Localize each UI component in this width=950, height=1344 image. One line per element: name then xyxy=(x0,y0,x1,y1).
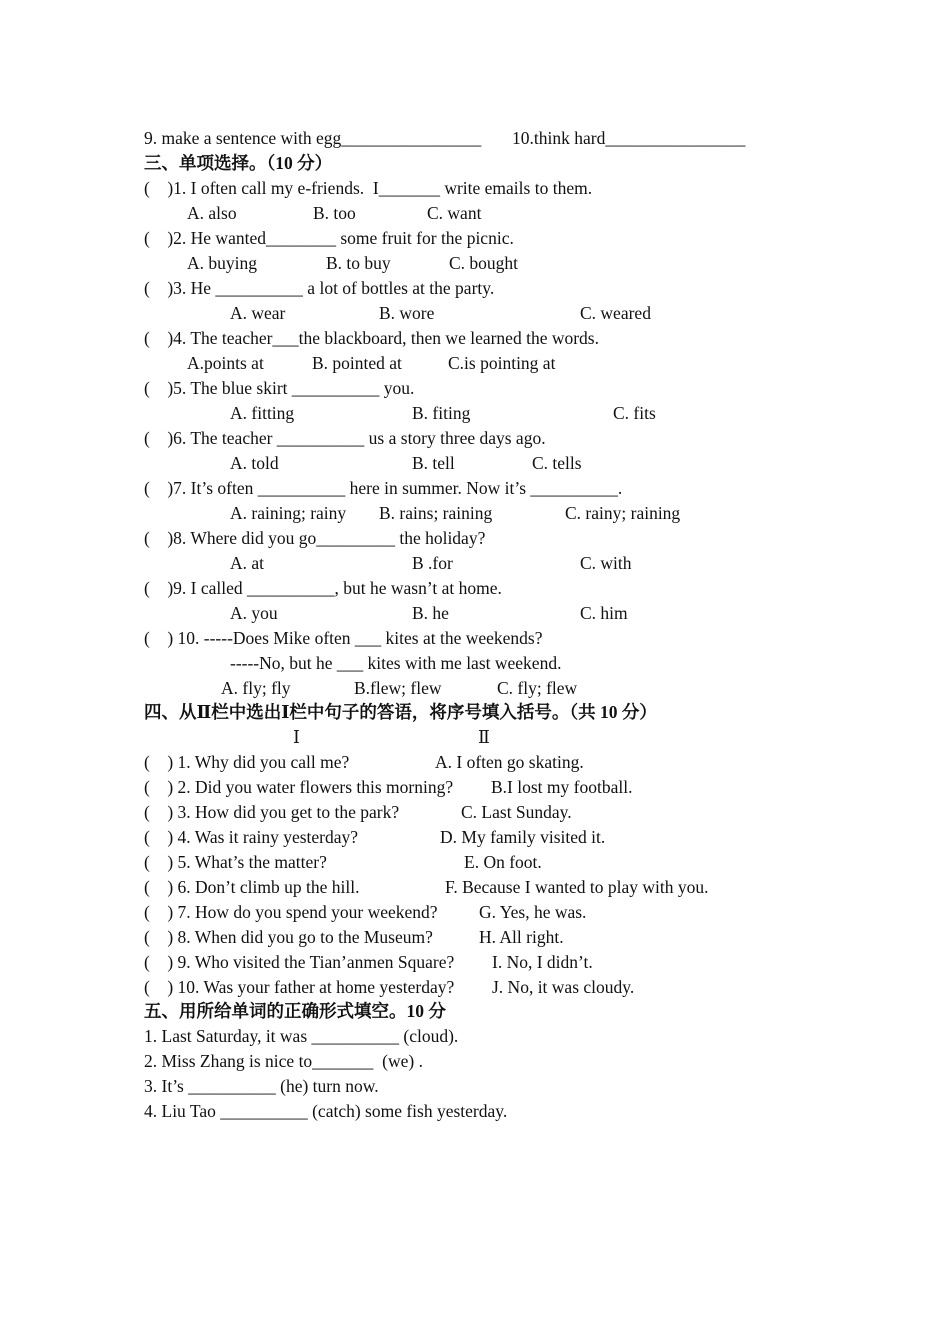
mc-q4-option-a: A.points at xyxy=(187,353,264,373)
mc-q5-option-c: C. fits xyxy=(613,403,656,423)
matching-row xyxy=(0,950,950,974)
mc-q1-option-a: A. also xyxy=(187,203,237,223)
matching-question: ( ) 6. Don’t climb up the hill. xyxy=(144,877,360,897)
fill-item-4: 4. Liu Tao __________ (catch) some fish yesterday. xyxy=(144,1101,508,1121)
mc-q8-option-b: B .for xyxy=(412,553,453,573)
vocab-item-10: 10.think hard________________ xyxy=(512,128,746,148)
mc-question-stem xyxy=(0,476,950,500)
matching-question: ( ) 10. Was your father at home yesterday? xyxy=(144,977,455,997)
column-2-label: Ⅱ xyxy=(478,727,490,747)
mc-q9-option-a: A. you xyxy=(230,603,278,623)
mc-q5-option-a: A. fitting xyxy=(230,403,295,423)
mc-q10-option-a: A. fly; fly xyxy=(221,678,291,698)
matching-row xyxy=(0,825,950,849)
mc-q3-option-a: A. wear xyxy=(230,303,286,323)
mc-question-3-stem: ( )3. He __________ a lot of bottles at the party. xyxy=(144,278,495,298)
mc-q2-option-a: A. buying xyxy=(187,253,257,273)
matching-row xyxy=(0,800,950,824)
mc-question-1-stem: ( )1. I often call my e-friends. I_______ write emails to them. xyxy=(144,178,593,198)
mc-q2-option-c: C. bought xyxy=(449,253,519,273)
matching-question: ( ) 7. How do you spend your weekend? xyxy=(144,902,438,922)
mc-question-stem-continued xyxy=(0,651,950,675)
mc-question-2-stem: ( )2. He wanted________ some fruit for the picnic. xyxy=(144,228,514,248)
matching-question: ( ) 5. What’s the matter? xyxy=(144,852,327,872)
fill-item xyxy=(0,1099,950,1123)
vocab-line xyxy=(0,126,950,150)
section-3-heading xyxy=(0,151,950,175)
section-4-heading xyxy=(0,700,950,724)
mc-q7-option-a: A. raining; rainy xyxy=(230,503,347,523)
mc-q10-option-c: C. fly; flew xyxy=(497,678,578,698)
matching-row xyxy=(0,900,950,924)
mc-question-options xyxy=(0,301,950,325)
matching-answer: B.I lost my football. xyxy=(491,777,633,797)
mc-q4-option-c: C.is pointing at xyxy=(448,353,556,373)
mc-q8-option-c: C. with xyxy=(580,553,632,573)
matching-question: ( ) 4. Was it rainy yesterday? xyxy=(144,827,359,847)
matching-question: ( ) 8. When did you go to the Museum? xyxy=(144,927,433,947)
mc-question-10-stem: ( ) 10. -----Does Mike often ___ kites at the weekends? xyxy=(144,628,543,648)
mc-question-options xyxy=(0,401,950,425)
mc-question-options xyxy=(0,451,950,475)
vocab-item-9: 9. make a sentence with egg________________ xyxy=(144,128,482,148)
matching-column-headers xyxy=(0,725,950,749)
mc-question-options xyxy=(0,251,950,275)
mc-question-options xyxy=(0,201,950,225)
mc-question-options xyxy=(0,676,950,700)
section-3-heading-text: 三、单项选择。（10 分） xyxy=(144,153,333,173)
matching-question: ( ) 1. Why did you call me? xyxy=(144,752,350,772)
column-1-label: Ⅰ xyxy=(293,727,300,747)
mc-question-8-stem: ( )8. Where did you go_________ the holiday? xyxy=(144,528,486,548)
mc-question-options xyxy=(0,351,950,375)
matching-question: ( ) 9. Who visited the Tian’anmen Square? xyxy=(144,952,455,972)
mc-question-stem xyxy=(0,176,950,200)
mc-question-stem xyxy=(0,276,950,300)
matching-row xyxy=(0,875,950,899)
mc-q6-option-a: A. told xyxy=(230,453,279,473)
matching-question: ( ) 2. Did you water flowers this morning? xyxy=(144,777,454,797)
mc-q5-option-b: B. fiting xyxy=(412,403,471,423)
mc-question-stem xyxy=(0,626,950,650)
mc-question-options xyxy=(0,551,950,575)
mc-q1-option-c: C. want xyxy=(427,203,482,223)
mc-question-10-stem-2: -----No, but he ___ kites with me last weekend. xyxy=(230,653,562,673)
matching-answer: J. No, it was cloudy. xyxy=(492,977,635,997)
mc-question-stem xyxy=(0,326,950,350)
mc-q6-option-c: C. tells xyxy=(532,453,582,473)
matching-answer: D. My family visited it. xyxy=(440,827,606,847)
mc-question-options xyxy=(0,501,950,525)
matching-answer: C. Last Sunday. xyxy=(461,802,572,822)
fill-item xyxy=(0,1049,950,1073)
mc-q4-option-b: B. pointed at xyxy=(312,353,402,373)
matching-row xyxy=(0,850,950,874)
section-5-heading xyxy=(0,999,950,1023)
matching-question: ( ) 3. How did you get to the park? xyxy=(144,802,400,822)
matching-answer: G. Yes, he was. xyxy=(479,902,587,922)
mc-q3-option-c: C. weared xyxy=(580,303,651,323)
matching-answer: A. I often go skating. xyxy=(435,752,584,772)
fill-item-3: 3. It’s __________ (he) turn now. xyxy=(144,1076,379,1096)
mc-q10-option-b: B.flew; flew xyxy=(354,678,442,698)
fill-item-1: 1. Last Saturday, it was __________ (cloud). xyxy=(144,1026,459,1046)
mc-question-7-stem: ( )7. It’s often __________ here in summer. Now it’s __________. xyxy=(144,478,623,498)
section-4-heading-text: 四、从Ⅱ栏中选出Ⅰ栏中句子的答语，将序号填入括号。（共 10 分） xyxy=(144,702,657,722)
mc-question-stem xyxy=(0,576,950,600)
fill-item xyxy=(0,1024,950,1048)
mc-q7-option-c: C. rainy; raining xyxy=(565,503,681,523)
matching-row xyxy=(0,925,950,949)
mc-question-stem xyxy=(0,376,950,400)
mc-question-stem xyxy=(0,426,950,450)
mc-q3-option-b: B. wore xyxy=(379,303,435,323)
mc-q7-option-b: B. rains; raining xyxy=(379,503,493,523)
mc-q1-option-b: B. too xyxy=(313,203,356,223)
mc-question-9-stem: ( )9. I called __________, but he wasn’t at home. xyxy=(144,578,502,598)
mc-question-stem xyxy=(0,226,950,250)
section-5-heading-text: 五、用所给单词的正确形式填空。10 分 xyxy=(144,1001,446,1021)
matching-row xyxy=(0,750,950,774)
fill-item xyxy=(0,1074,950,1098)
mc-q9-option-c: C. him xyxy=(580,603,628,623)
matching-answer: F. Because I wanted to play with you. xyxy=(445,877,709,897)
matching-answer: I. No, I didn’t. xyxy=(492,952,593,972)
mc-q8-option-a: A. at xyxy=(230,553,265,573)
mc-q6-option-b: B. tell xyxy=(412,453,455,473)
mc-question-5-stem: ( )5. The blue skirt __________ you. xyxy=(144,378,415,398)
mc-question-6-stem: ( )6. The teacher __________ us a story three days ago. xyxy=(144,428,546,448)
matching-row xyxy=(0,775,950,799)
matching-answer: H. All right. xyxy=(479,927,564,947)
mc-q9-option-b: B. he xyxy=(412,603,449,623)
matching-row xyxy=(0,975,950,999)
mc-question-4-stem: ( )4. The teacher___the blackboard, then we learned the words. xyxy=(144,328,599,348)
mc-q2-option-b: B. to buy xyxy=(326,253,391,273)
matching-answer: E. On foot. xyxy=(464,852,542,872)
mc-question-options xyxy=(0,601,950,625)
mc-question-stem xyxy=(0,526,950,550)
fill-item-2: 2. Miss Zhang is nice to_______ (we) . xyxy=(144,1051,423,1071)
